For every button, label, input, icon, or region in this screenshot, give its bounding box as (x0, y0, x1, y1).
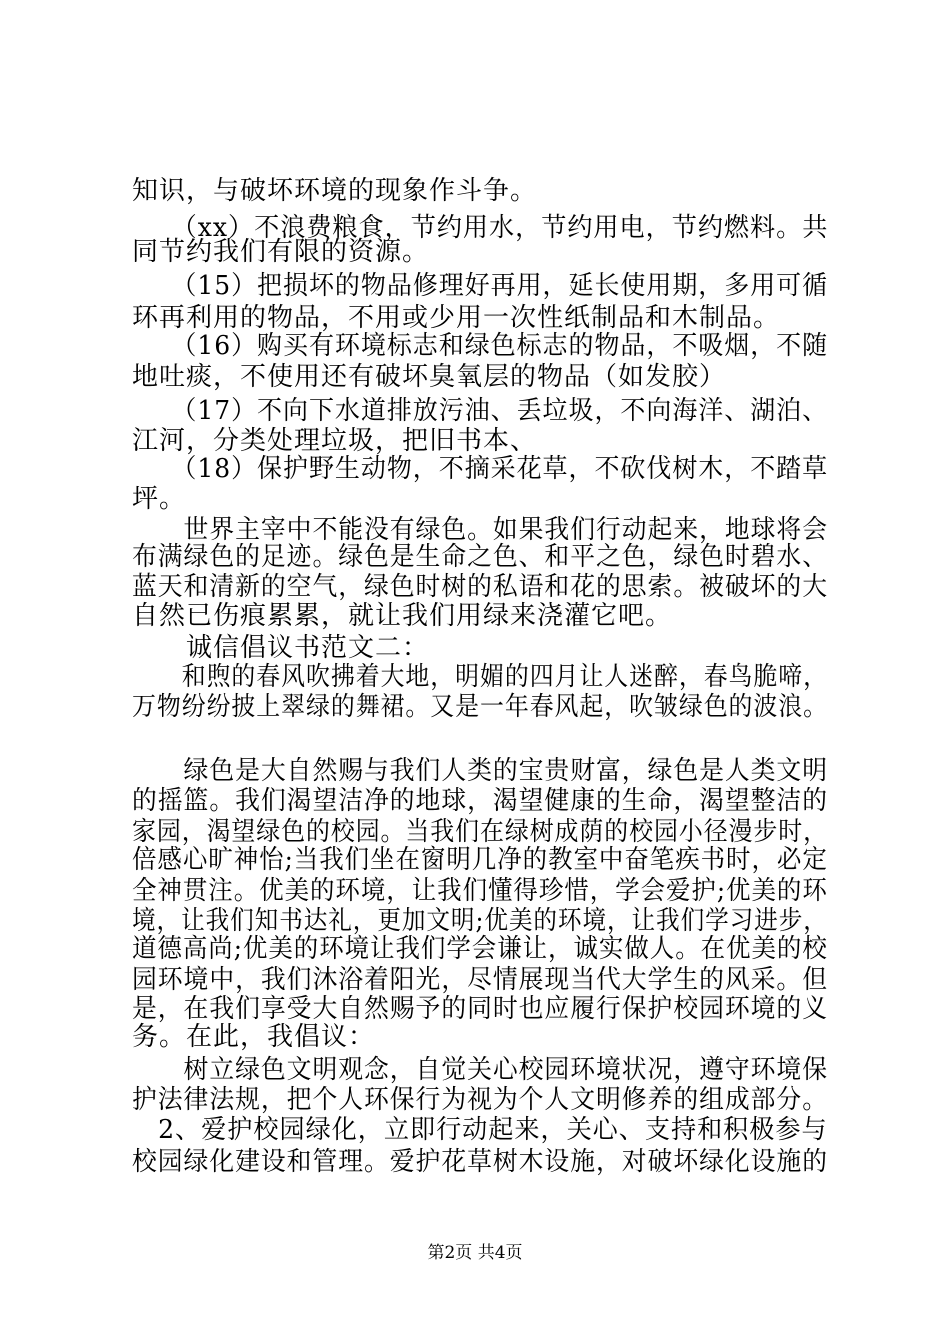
text-line: 和煦的春风吹拂着大地，明媚的四月让人迷醉，春鸟脆啼， (132, 662, 828, 692)
text-line: 诚信倡议书范文二： (132, 633, 430, 663)
page-number: 第2页 共4页 (427, 1243, 523, 1263)
text-line: 世界主宰中不能没有绿色。如果我们行动起来，地球将会 (132, 515, 828, 545)
text-line: 护法律法规，把个人环保行为视为个人文明修养的组成部分。 (132, 1085, 828, 1115)
text-line: 蓝天和清新的空气，绿色时树的私语和花的思索。被破坏的大 (132, 572, 828, 602)
text-line: （xx）不浪费粮食，节约用水，节约用电，节约燃料。共 (132, 213, 829, 243)
text-line: 绿色是大自然赐与我们人类的宝贵财富，绿色是人类文明 (132, 756, 828, 786)
text-line: 同节约我们有限的资源。 (132, 237, 430, 267)
text-line: 的摇篮。我们渴望洁净的地球，渴望健康的生命，渴望整洁的 (132, 786, 828, 816)
text-line: 坪。 (132, 484, 187, 514)
text-line: 倍感心旷神怡;当我们坐在窗明几净的教室中奋笔疾书时，必定 (132, 845, 828, 875)
text-line: 江河，分类处理垃圾，把旧书本、 (132, 426, 538, 456)
text-line: 树立绿色文明观念，自觉关心校园环境状况，遵守环境保 (132, 1055, 828, 1085)
text-line: （16）购买有环境标志和绿色标志的物品，不吸烟，不随 (132, 331, 829, 361)
text-line: 家园，渴望绿色的校园。当我们在绿树成荫的校园小径漫步时， (132, 817, 828, 847)
text-line: 是，在我们享受大自然赐予的同时也应履行保护校园环境的义 (132, 994, 828, 1024)
text-line: 万物纷纷披上翠绿的舞裙。又是一年春风起，吹皱绿色的波浪。 (132, 692, 828, 722)
text-line: 2、爱护校园绿化，立即行动起来，关心、支持和积极参与 (132, 1115, 828, 1145)
text-line: 道德高尚;优美的环境让我们学会谦让，诚实做人。在优美的校 (132, 934, 828, 964)
text-line: 务。在此，我倡议： (132, 1022, 376, 1052)
text-line: 布满绿色的足迹。绿色是生命之色、和平之色，绿色时碧水、 (132, 542, 828, 572)
text-line: 全神贯注。优美的环境，让我们懂得珍惜，学会爱护;优美的环 (132, 876, 828, 906)
text-line: 校园绿化建设和管理。爱护花草树木设施，对破坏绿化设施的 (132, 1147, 828, 1177)
text-line: （17）不向下水道排放污油、丢垃圾，不向海洋、湖泊、 (132, 396, 829, 426)
text-line: （15）把损坏的物品修理好再用，延长使用期，多用可循 (132, 271, 829, 301)
text-line: 地吐痰，不使用还有破坏臭氧层的物品（如发胶） (132, 362, 727, 392)
text-line: 境，让我们知书达礼，更加文明;优美的环境，让我们学习进步， (132, 906, 828, 936)
text-line: 园环境中，我们沐浴着阳光，尽情展现当代大学生的风采。但 (132, 965, 828, 995)
text-line: 知识，与破坏环境的现象作斗争。 (132, 176, 538, 206)
text-line: 自然已伤痕累累，就让我们用绿来浇灌它吧。 (132, 601, 673, 631)
text-line: （18）保护野生动物，不摘采花草，不砍伐树木，不踏草 (132, 454, 829, 484)
text-line: 环再利用的物品，不用或少用一次性纸制品和木制品。 (132, 303, 781, 333)
